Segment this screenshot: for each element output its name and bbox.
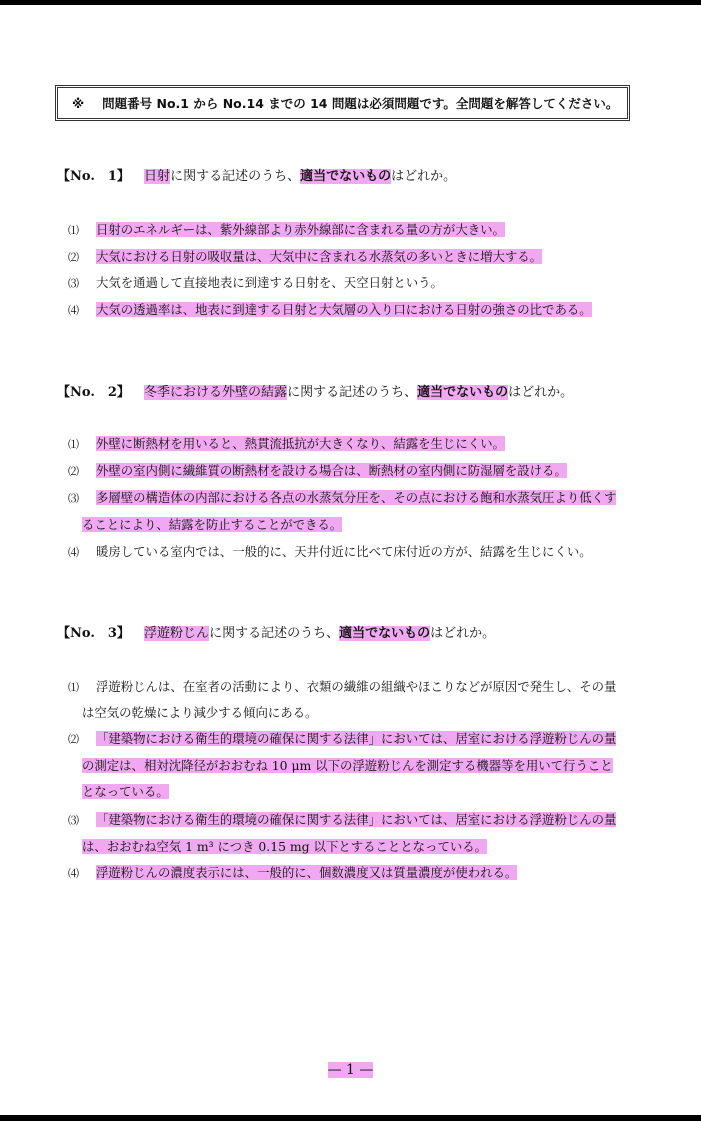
question-3-option-1-cont [82, 703, 317, 721]
question-stem: に関する記述のうち、 [287, 385, 418, 400]
question-key: 適当でないもの [300, 169, 392, 184]
option-text-cont: は空気の乾燥により減少する傾向にある。 [82, 705, 318, 720]
option-number: ⑵ [68, 251, 79, 264]
option-text: 大気における日射の吸収量は、大気中に含まれる水蒸気の多いときに増大する。 [96, 249, 543, 264]
option-number: ⑶ [68, 814, 79, 827]
required-questions-notice [55, 85, 630, 121]
question-number: 【No. 1】 [57, 169, 130, 184]
option-text: 「建築物における衛生的環境の確保に関する法律」においては、居室における浮遊粉じんの量 [96, 812, 617, 827]
question-stem: に関する記述のうち、 [170, 169, 301, 184]
option-text-cont: ることにより、結露を防止することができる。 [82, 517, 343, 532]
question-2-option-2 [68, 461, 668, 479]
question-3-option-4 [68, 863, 668, 881]
option-text-cont: となっている。 [82, 784, 169, 799]
question-2-title [57, 381, 573, 400]
question-1-option-4 [68, 300, 668, 318]
notice-text: 問題番号 No.1 から No.14 までの 14 問題は必須問題です。全問題を解答してください。 [102, 96, 619, 111]
question-stem: に関する記述のうち、 [209, 626, 340, 641]
question-3-option-2-cont2 [82, 782, 169, 800]
option-number: ⑷ [68, 867, 79, 880]
top-bar [0, 0, 701, 5]
option-number: ⑴ [68, 224, 79, 237]
question-number: 【No. 3】 [57, 626, 130, 641]
question-2-option-1 [68, 434, 668, 452]
question-3-option-2 [68, 729, 668, 747]
option-text-cont: の測定は、相対沈降径がおおむね 10 μm 以下の浮遊粉じんを測定する機器等を用いて行うこと [82, 758, 613, 773]
reference-mark: ※ [72, 95, 85, 111]
option-number: ⑶ [68, 492, 79, 505]
bottom-bar [0, 1115, 701, 1121]
question-number: 【No. 2】 [57, 385, 130, 400]
option-text-cont: は、おおむね空気 1 m³ につき 0.15 mg 以下とすることとなっている。 [82, 839, 488, 854]
option-number: ⑶ [68, 277, 79, 290]
option-text: 多層壁の構造体の内部における各点の水蒸気分圧を、その点における飽和水蒸気圧より低くす [96, 490, 617, 505]
option-text: 「建築物における衛生的環境の確保に関する法律」においては、居室における浮遊粉じんの量 [96, 731, 617, 746]
option-number: ⑷ [68, 546, 79, 559]
question-2-option-3-cont [82, 515, 342, 533]
option-number: ⑴ [68, 681, 79, 694]
question-1-option-2 [68, 247, 668, 265]
option-text: 大気の透過率は、地表に到達する日射と大気層の入り口における日射の強さの比である。 [96, 302, 592, 317]
question-2-option-3 [68, 488, 668, 506]
option-number: ⑴ [68, 438, 79, 451]
page-number [0, 1062, 701, 1078]
question-stem-end: はどれか。 [430, 626, 496, 641]
question-3-option-3 [68, 810, 668, 828]
option-text: 浮遊粉じんは、在室者の活動により、衣類の繊維の組織やほこりなどが原因で発生し、その量 [96, 679, 617, 694]
question-stem-end: はどれか。 [508, 385, 574, 400]
question-topic: 冬季における外壁の結露 [144, 385, 288, 400]
question-3-option-2-cont [82, 756, 613, 774]
question-stem-end: はどれか。 [391, 169, 457, 184]
question-topic: 日射 [144, 169, 171, 184]
option-number: ⑵ [68, 733, 79, 746]
option-number: ⑵ [68, 465, 79, 478]
option-text: 日射のエネルギーは、紫外線部より赤外線部に含まれる量の方が大きい。 [96, 222, 505, 237]
question-key: 適当でないもの [339, 626, 431, 641]
question-topic: 浮遊粉じん [144, 626, 210, 641]
question-3-option-1 [68, 677, 668, 695]
question-3-option-3-cont [82, 837, 487, 855]
question-1-title [57, 165, 456, 184]
question-3-title [57, 622, 495, 641]
option-text: 外壁の室内側に繊維質の断熱材を設ける場合は、断熱材の室内側に防湿層を設ける。 [96, 463, 567, 478]
question-1-option-3 [68, 273, 668, 291]
option-text: 大気を通過して直接地表に到達する日射を、天空日射という。 [96, 275, 443, 290]
question-1-option-1 [68, 220, 668, 238]
option-text: 浮遊粉じんの濃度表示には、一般的に、個数濃度又は質量濃度が使われる。 [96, 865, 518, 880]
option-text: 外壁に断熱材を用いると、熱貫流抵抗が大きくなり、結露を生じにくい。 [96, 436, 505, 451]
option-number: ⑷ [68, 304, 79, 317]
page-number-text: — 1 — [327, 1062, 374, 1078]
question-2-option-4 [68, 542, 668, 560]
question-key: 適当でないもの [417, 385, 509, 400]
option-text: 暖房している室内では、一般的に、天井付近に比べて床付近の方が、結露を生じにくい。 [96, 544, 592, 559]
